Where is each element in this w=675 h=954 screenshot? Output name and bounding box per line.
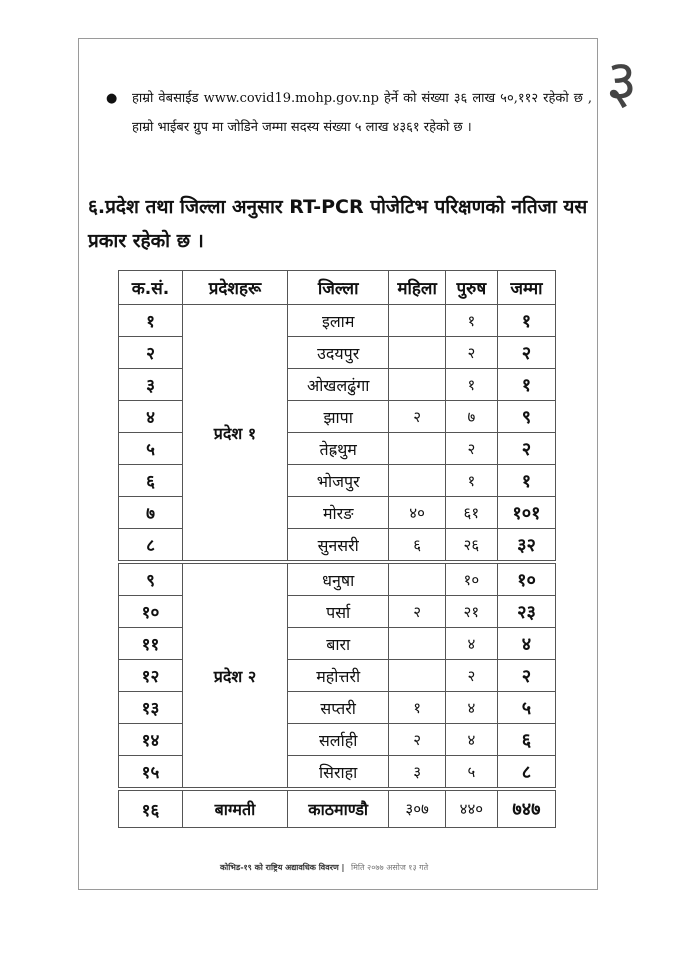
cell-sn: १५ (119, 756, 183, 790)
cell-province: प्रदेश २ (182, 562, 287, 789)
cell-district: इलाम (287, 305, 388, 337)
cell-sn: १० (119, 596, 183, 628)
cell-female (389, 465, 445, 497)
cell-sn: ३ (119, 369, 183, 401)
cell-total: ६ (497, 724, 555, 756)
page-number: ३ (606, 47, 638, 117)
cell-district: काठमाण्डौ (287, 789, 388, 828)
cell-female: ३०७ (389, 789, 445, 828)
cell-sn: १३ (119, 692, 183, 724)
cell-total: १० (497, 562, 555, 596)
cell-female (389, 369, 445, 401)
cell-district: सप्तरी (287, 692, 388, 724)
cell-female (389, 337, 445, 369)
cell-total: ५ (497, 692, 555, 724)
cell-total: १ (497, 465, 555, 497)
bullet-dot-icon: ● (106, 91, 118, 106)
cell-sn: १ (119, 305, 183, 337)
cell-total: १ (497, 305, 555, 337)
header-sn: क.सं. (119, 271, 183, 305)
cell-total: ४ (497, 628, 555, 660)
cell-total: १०१ (497, 497, 555, 529)
cell-total: ९ (497, 401, 555, 433)
cell-total: १ (497, 369, 555, 401)
cell-female (389, 660, 445, 692)
footer-title: कोभिड-१९ को राष्ट्रिय अद्यावधिक विवरण | (220, 863, 345, 872)
cell-district: धनुषा (287, 562, 388, 596)
cell-male: १० (445, 562, 497, 596)
section-heading: ६.प्रदेश तथा जिल्ला अनुसार RT-PCR पोजेटिभ परिक्षणको नतिजा यस प्रकार रहेको छ । (88, 196, 588, 252)
cell-male: २१ (445, 596, 497, 628)
cell-district: पर्सा (287, 596, 388, 628)
cell-sn: ५ (119, 433, 183, 465)
cell-male: २ (445, 337, 497, 369)
cell-district: तेह्रथुम (287, 433, 388, 465)
cell-district: भोजपुर (287, 465, 388, 497)
cell-sn: ९ (119, 562, 183, 596)
cell-male: ७ (445, 401, 497, 433)
cell-male: ४४० (445, 789, 497, 828)
cell-female: १ (389, 692, 445, 724)
cell-female: २ (389, 596, 445, 628)
cell-total: २ (497, 337, 555, 369)
cell-female: २ (389, 401, 445, 433)
table-header-row (119, 271, 556, 305)
bullet-text: हाम्रो वेबसाईड www.covid19.mohp.gov.np हेर्ने को संख्या ३६ लाख ५०,११२ रहेको छ , हाम्रो भाईबर ग्रुप मा जोडिने जम्मा सदस्य संख्या ५ लाख ४३६१ रहेको छ । (132, 91, 592, 135)
cell-male: ६१ (445, 497, 497, 529)
cell-district: बारा (287, 628, 388, 660)
cell-sn: ७ (119, 497, 183, 529)
cell-total: २ (497, 433, 555, 465)
cell-sn: ६ (119, 465, 183, 497)
header-district: जिल्ला (287, 271, 388, 305)
cell-male: १ (445, 369, 497, 401)
cell-female: २ (389, 724, 445, 756)
cell-sn: ८ (119, 529, 183, 563)
cell-total: ८ (497, 756, 555, 790)
cell-male: ४ (445, 628, 497, 660)
cell-female (389, 562, 445, 596)
table-row (119, 789, 556, 828)
cell-total: ३२ (497, 529, 555, 563)
table-row (119, 562, 556, 596)
cell-district: सिराहा (287, 756, 388, 790)
cell-province: प्रदेश १ (182, 305, 287, 563)
cell-province: बाग्मती (182, 789, 287, 828)
cell-female (389, 305, 445, 337)
cell-district: उदयपुर (287, 337, 388, 369)
cell-sn: ११ (119, 628, 183, 660)
cell-district: महोत्तरी (287, 660, 388, 692)
cell-sn: २ (119, 337, 183, 369)
header-female: महिला (389, 271, 445, 305)
cell-district: सुनसरी (287, 529, 388, 563)
header-total: जम्मा (497, 271, 555, 305)
cell-male: २ (445, 660, 497, 692)
cell-district: ओखलढुंगा (287, 369, 388, 401)
cell-female: ६ (389, 529, 445, 563)
header-province: प्रदेशहरू (182, 271, 287, 305)
cell-sn: १२ (119, 660, 183, 692)
cell-female: ३ (389, 756, 445, 790)
cell-sn: १६ (119, 789, 183, 828)
cell-total: २३ (497, 596, 555, 628)
cell-total: २ (497, 660, 555, 692)
cell-male: ४ (445, 724, 497, 756)
cell-total: ७४७ (497, 789, 555, 828)
page-footer (220, 862, 428, 873)
cell-female (389, 433, 445, 465)
cell-sn: १४ (119, 724, 183, 756)
bullet-item (106, 84, 592, 142)
cell-male: १ (445, 465, 497, 497)
cell-district: सर्लाही (287, 724, 388, 756)
cell-male: २६ (445, 529, 497, 563)
cell-male: ५ (445, 756, 497, 790)
cell-male: २ (445, 433, 497, 465)
header-male: पुरुष (445, 271, 497, 305)
cell-male: १ (445, 305, 497, 337)
cell-sn: ४ (119, 401, 183, 433)
cell-district: झापा (287, 401, 388, 433)
cell-female: ४० (389, 497, 445, 529)
footer-date: मिति २०७७ असोज १३ गते (351, 863, 429, 872)
cell-female (389, 628, 445, 660)
results-table (118, 270, 556, 828)
table-row (119, 305, 556, 337)
cell-district: मोरङ (287, 497, 388, 529)
cell-male: ४ (445, 692, 497, 724)
